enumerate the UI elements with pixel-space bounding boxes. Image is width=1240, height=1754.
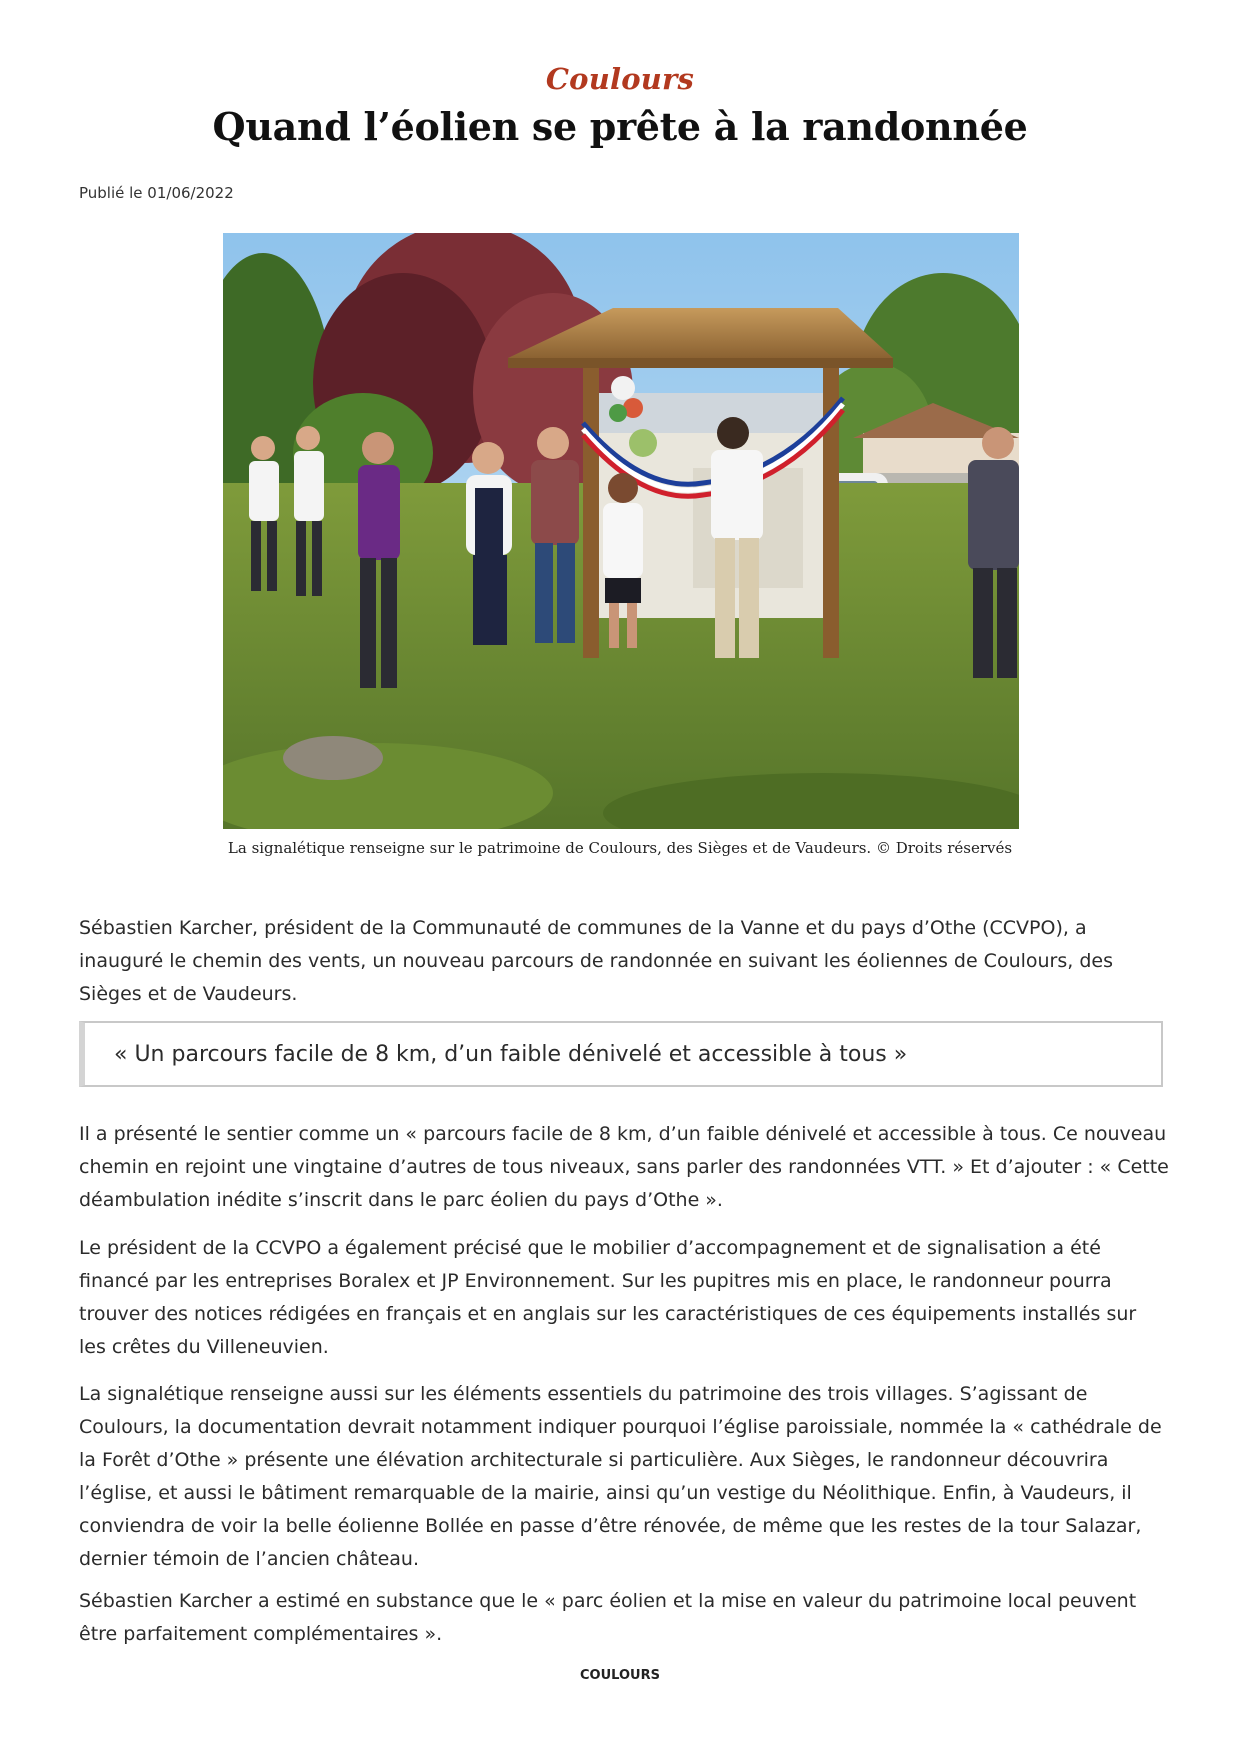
publish-date: Publié le 01/06/2022 <box>79 184 234 202</box>
article-paragraph: Il a présenté le sentier comme un « parcours facile de 8 km, d’un faible dénivelé et accessible à tous. Ce nouveau chemin en rejoint une vingtaine d’autres de tous niveaux, sans parler des randonnées VTT. » Et d’ajouter : « Cette déambulation inédite s’inscrit dans le parc éolien du pays d’Othe ». <box>79 1123 1169 1211</box>
article-title: Quand l’éolien se prête à la randonnée <box>212 104 1028 149</box>
article-paragraph: Sébastien Karcher a estimé en substance que le « parc éolien et la mise en valeur du patrimoine local peuvent être parfaitement complémentaires ». <box>79 1590 1137 1645</box>
pull-quote <box>79 1021 1163 1087</box>
pull-quote-text: « Un parcours facile de 8 km, d’un faible dénivelé et accessible à tous » <box>114 1042 908 1067</box>
article-paragraph: Le président de la CCVPO a également précisé que le mobilier d’accompagnement et de signalisation a été financé par les entreprises Boralex et JP Environnement. Sur les pupitres mis en place, le randonneur pourra trouver des notices rédigées en français et en anglais sur les caractéristiques de ces équipements installés sur les crêtes du Villeneuvien. <box>79 1237 1137 1358</box>
photo-illustration <box>223 233 1019 829</box>
article-intro: Sébastien Karcher, président de la Communauté de communes de la Vanne et du pays d’Othe (CCVPO), a inauguré le chemin des vents, un nouveau parcours de randonnée en suivant les éoliennes de Coulours, des Sièges et de Vaudeurs. <box>79 917 1113 1005</box>
photo-caption: La signalétique renseigne sur le patrimoine de Coulours, des Sièges et de Vaudeurs. © Droits réservés <box>227 839 1013 857</box>
article-kicker: Coulours <box>545 62 695 96</box>
article-tag[interactable]: COULOURS <box>580 1668 660 1683</box>
article-paragraph: La signalétique renseigne aussi sur les éléments essentiels du patrimoine des trois villages. S’agissant de Coulours, la documentation devrait notamment indiquer pourquoi l’église paroissiale, nommée la « cathédrale de la Forêt d’Othe » présente une élévation architecturale si particulière. Aux Sièges, le randonneur découvrira l’église, et aussi le bâtiment remarquable de la mairie, ainsi qu’un vestige du Néolithique. Enfin, à Vaudeurs, il conviendra de voir la belle éolienne Bollée en passe d’être rénovée, de même que les restes de la tour Salazar, dernier témoin de l’ancien château. <box>79 1383 1162 1570</box>
article-photo <box>223 233 1019 829</box>
